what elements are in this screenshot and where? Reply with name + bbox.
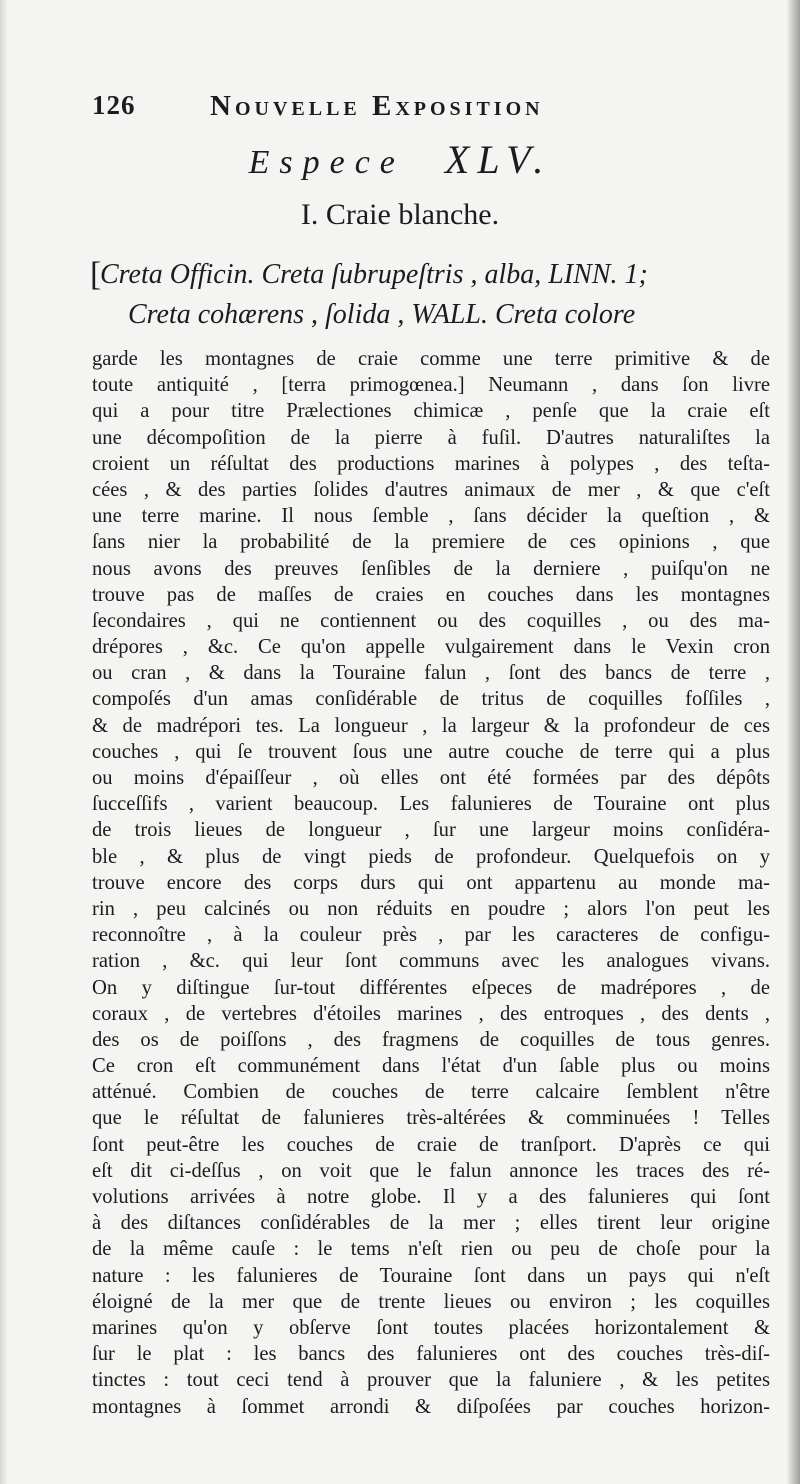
text-line: tinctes : tout ceci tend à prouver que la faluniere , & les petites xyxy=(92,1369,770,1392)
synonyms-line: Creta Officin. Creta ſubrupeſtris , alba, LINN. 1; xyxy=(100,259,648,290)
section-heading: I. Craie blanche. xyxy=(300,198,500,231)
text-line: nous avons des preuves ſenſibles de la derniere , puiſqu'on ne xyxy=(92,557,770,580)
text-line: rin , peu calcinés ou non réduits en poudre ; alors l'on peut les xyxy=(92,897,770,920)
text-line: On y diſtingue ſur-tout différentes eſpeces de madrépores , de xyxy=(92,976,770,999)
text-line: que le réſultat de falunieres très-altérées & comminuées ! Telles xyxy=(92,1107,770,1130)
synonyms-line: Creta cohærens , ſolida , WALL. Creta colore xyxy=(128,299,636,330)
text-line: & de madrépori tes. La longueur , la largeur & la profondeur de ces xyxy=(92,714,770,737)
text-line: ble , & plus de vingt pieds de profondeur. Quelquefois on y xyxy=(92,845,770,868)
text-line: marines qu'on y obſerve ſont toutes placées horizontalement & xyxy=(92,1316,770,1339)
text-line: ſucceſſifs , varient beaucoup. Les falunieres de Touraine ont plus xyxy=(92,793,770,816)
text-line: ſont peut-être les couches de craie de tranſport. D'après ce qui xyxy=(92,1133,770,1156)
page-number: 126 xyxy=(92,90,136,120)
text-line: volutions arrivées à notre globe. Il y a des falunieres qui ſont xyxy=(92,1186,770,1208)
species-label: Espece xyxy=(248,144,405,181)
text-line: couches , qui ſe trouvent ſous une autre couche de terre qui a plus xyxy=(92,740,770,763)
text-line: montagnes à ſommet arrondi & diſpoſées par couches horizon- xyxy=(92,1395,770,1418)
text-line: une décompoſition de la pierre à fuſil. D'autres naturaliſtes la xyxy=(92,426,770,449)
text-line: trouve encore des corps durs qui ont appartenu au monde ma- xyxy=(92,871,770,894)
running-head xyxy=(92,90,740,130)
text-line: croient un réſultat des productions marines à polypes , des teſta- xyxy=(92,452,770,475)
text-line: des os de poiſſons , des fragmens de coquilles de tous genres. xyxy=(92,1028,770,1051)
text-line: ſans nier la probabilité de la premiere de ces opinions , que xyxy=(92,531,770,554)
text-line: à des diſtances conſidérables de la mer ; elles tirent leur origine xyxy=(92,1212,770,1235)
text-line: Ce cron eſt communément dans l'état d'un ſable plus ou moins xyxy=(92,1055,770,1078)
text-line: ration , &c. qui leur ſont communs avec les analogues vivans. xyxy=(92,950,770,973)
text-line: éloigné de la mer que de trente lieues ou environ ; les coquilles xyxy=(92,1290,770,1313)
species-number: XLV. xyxy=(444,137,552,182)
text-line: nature : les falunieres de Touraine ſont dans un pays qui n'eſt xyxy=(92,1264,770,1287)
text-line: toute antiquité , [terra primogœnea.] Neumann , dans ſon livre xyxy=(92,374,770,397)
text-line: ou cran , & dans la Touraine falun , ſont des bancs de terre , xyxy=(92,662,770,685)
text-line: ſur le plat : les bancs des falunieres ont des couches très-diſ- xyxy=(92,1343,770,1366)
synonyms-block xyxy=(90,255,762,335)
running-title: Nouvelle Exposition xyxy=(210,90,544,122)
text-line: de trois lieues de longueur , ſur une largeur moins conſidéra- xyxy=(92,819,770,842)
text-line: trouve pas de maſſes de craies en couches dans les montagnes xyxy=(92,583,770,606)
text-line: compoſés d'un amas conſidérable de tritus de coquilles foſſiles , xyxy=(92,688,770,711)
text-line: cées , & des parties ſolides d'autres animaux de mer , & que c'eſt xyxy=(92,478,770,501)
text-line: ſecondaires , qui ne contiennent ou des coquilles , ou des ma- xyxy=(92,609,770,632)
text-line: une terre marine. Il nous ſemble , ſans décider la queſtion , & xyxy=(92,505,770,528)
text-line: de la même cauſe : le tems n'eſt rien ou peu de choſe pour la xyxy=(92,1238,770,1261)
text-line: reconnoître , à la couleur près , par les caracteres de configu- xyxy=(92,924,770,947)
synonyms-bracket: [ xyxy=(90,256,102,293)
species-heading xyxy=(0,136,800,183)
text-line: garde les montagnes de craie comme une terre primitive & de xyxy=(92,348,770,370)
body-text xyxy=(92,346,770,1420)
text-line: ou moins d'épaiſſeur , où elles ont été formées par des dépôts xyxy=(92,767,770,789)
text-line: drépores , &c. Ce qu'on appelle vulgairement dans le Vexin cron xyxy=(92,636,770,659)
text-line: qui a pour titre Prælectiones chimicæ , penſe que la craie eſt xyxy=(92,400,770,423)
text-line: eſt dit ci-deſſus , on voit que le falun annonce les traces des ré- xyxy=(92,1159,770,1182)
text-line: coraux , de vertebres d'étoiles marines , des entroques , des dents , xyxy=(92,1002,770,1025)
text-line: atténué. Combien de couches de terre calcaire ſemblent n'être xyxy=(92,1081,770,1104)
